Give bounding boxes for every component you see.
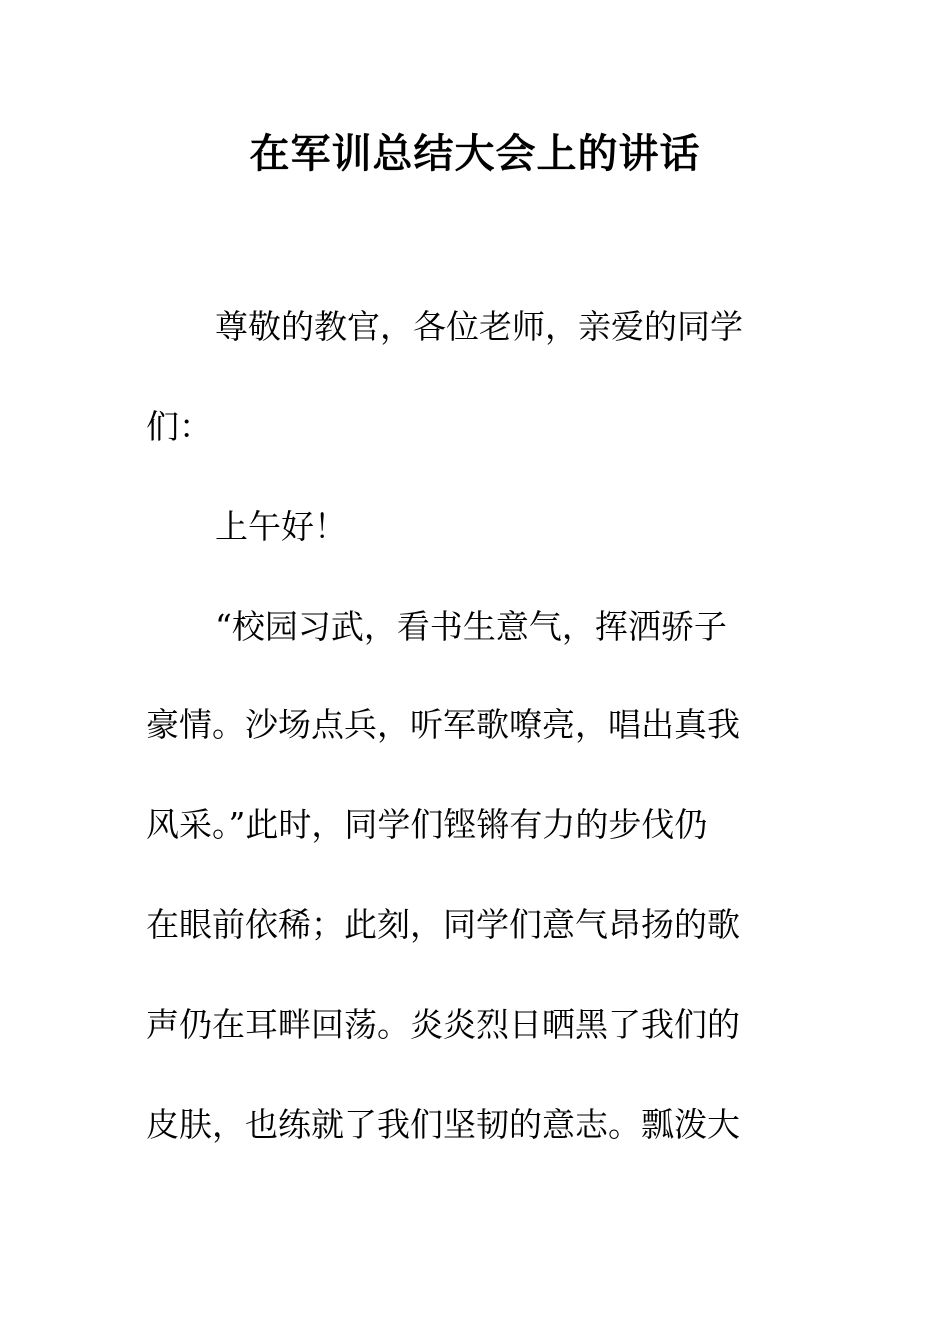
- body-line: “校园习武，看书生意气，挥洒骄子: [215, 607, 727, 646]
- body-line: 们：: [146, 407, 212, 446]
- body-line: 声仍在耳畔回荡。炎炎烈日晒黑了我们的: [146, 1005, 740, 1044]
- body-line: 在眼前依稀；此刻，同学们意气昂扬的歌: [146, 905, 740, 944]
- body-line: 尊敬的教官，各位老师，亲爱的同学: [215, 307, 743, 346]
- body-line: 皮肤，也练就了我们坚韧的意志。瓢泼大: [146, 1105, 740, 1144]
- body-line: 豪情。沙场点兵，听军歌嘹亮，唱出真我: [146, 705, 740, 744]
- body-line: 上午好！: [215, 507, 347, 546]
- body-line: 风采。”此时，同学们铿锵有力的步伐仍: [146, 805, 708, 844]
- document-title: 在军训总结大会上的讲话: [249, 130, 701, 177]
